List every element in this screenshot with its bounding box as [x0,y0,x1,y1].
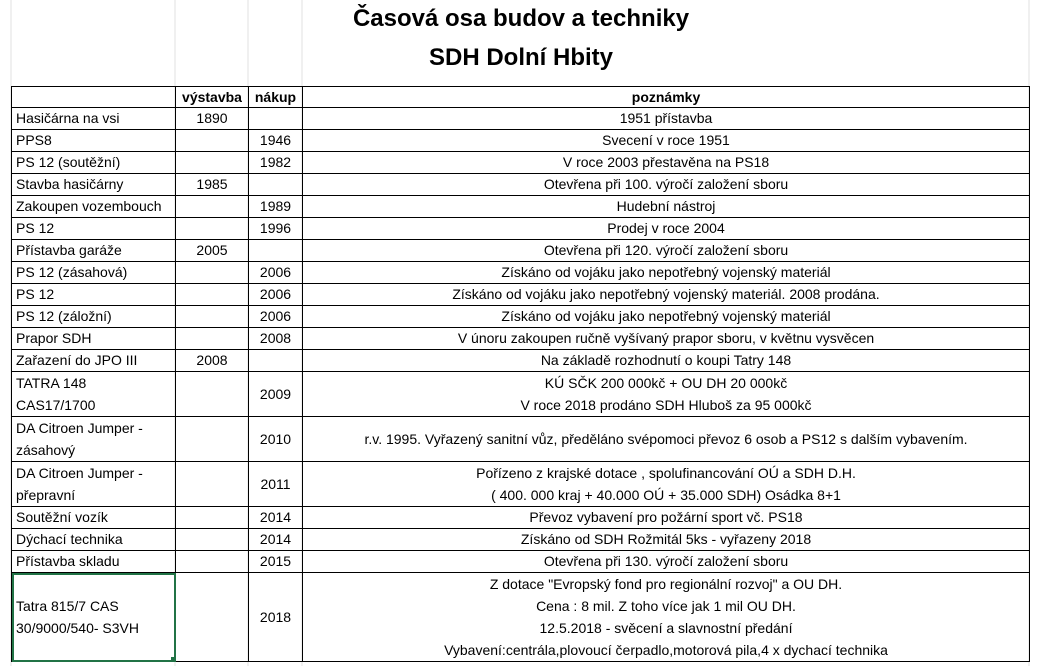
cell-notes[interactable] [303,417,1030,462]
cell-built[interactable] [176,417,249,462]
table-row [12,108,1030,130]
cell-built[interactable] [176,196,249,218]
cell-item-line: zásahový [16,442,76,458]
cell-notes-line: Získáno od vojáku jako nepotřebný vojenský materiál [501,264,831,280]
cell-item[interactable] [12,284,176,306]
cell-item-line: Dýchací technika [16,531,123,547]
table-row [12,573,1030,662]
cell-bought[interactable]: 2014 [249,529,303,551]
cell-bought[interactable]: 2006 [249,262,303,284]
cell-built[interactable]: 2008 [176,350,249,372]
cell-notes-line: Otevřena při 120. výročí založení sboru [543,242,789,258]
table-row [12,350,1030,372]
cell-built[interactable] [176,507,249,529]
cell-notes-line: KÚ SČK 200 000kč + OU DH 20 000kč [544,375,788,391]
cell-built[interactable] [176,328,249,350]
cell-bought[interactable]: 2015 [249,551,303,573]
cell-built[interactable] [176,573,249,662]
cell-notes-line: Získáno od vojáku jako nepotřebný vojenský materiál [501,308,831,324]
table-row [12,262,1030,284]
cell-bought[interactable]: 2008 [249,328,303,350]
cell-bought[interactable]: 1996 [249,218,303,240]
cell-notes-line: Cena : 8 mil. Z toho více jak 1 mil OU DH. [536,598,796,614]
cell-bought[interactable] [249,350,303,372]
cell-item[interactable] [12,240,176,262]
cell-bought[interactable]: 2014 [249,507,303,529]
cell-notes-line: Získáno od SDH Rožmitál 5ks - vyřazeny 2018 [520,531,812,547]
cell-item-line: Zařazení do JPO III [16,352,138,368]
cell-built[interactable] [176,130,249,152]
cell-item-line: PS 12 [16,286,55,302]
cell-notes-line: Pořízeno z krajské dotace , spolufinancování OÚ a SDH D.H. [476,465,856,481]
table-row [12,417,1030,462]
cell-notes[interactable] [303,551,1030,573]
cell-bought[interactable]: 2009 [249,372,303,417]
cell-item[interactable] [12,306,176,328]
cell-notes-line: ( 400. 000 kraj + 40.000 OÚ + 35.000 SDH) Osádka 8+1 [491,487,841,503]
cell-built[interactable] [176,262,249,284]
cell-item[interactable] [12,152,176,174]
cell-item[interactable] [12,372,176,417]
cell-item[interactable] [12,417,176,462]
cell-built[interactable] [176,462,249,507]
header-notes[interactable]: poznámky [303,87,1030,108]
cell-notes-line: Svecení v roce 1951 [602,132,730,148]
cell-item[interactable] [12,108,176,130]
cell-bought[interactable] [249,240,303,262]
cell-built[interactable] [176,152,249,174]
cell-notes-line: V roce 2003 přestavěna na PS18 [562,154,770,170]
cell-built[interactable] [176,284,249,306]
cell-notes[interactable] [303,350,1030,372]
cell-notes-line: V roce 2018 prodáno SDH Hluboš za 95 000kč [520,397,812,413]
fill-handle[interactable] [171,657,176,662]
timeline-table [11,86,1030,662]
table-row [12,306,1030,328]
cell-notes[interactable] [303,218,1030,240]
table-row [12,240,1030,262]
cell-notes[interactable] [303,196,1030,218]
cell-item[interactable] [12,262,176,284]
cell-bought[interactable]: 2011 [249,462,303,507]
cell-item-line: DA Citroen Jumper - [16,420,143,436]
cell-built[interactable] [176,218,249,240]
cell-bought[interactable]: 1989 [249,196,303,218]
table-row [12,218,1030,240]
cell-item-line: DA Citroen Jumper - [16,465,143,481]
cell-item[interactable] [12,130,176,152]
cell-bought[interactable]: 2018 [249,573,303,662]
cell-item-line: PS 12 (záložní) [16,308,112,324]
cell-item-line: PPS8 [16,132,52,148]
cell-notes[interactable] [303,262,1030,284]
cell-notes[interactable] [303,130,1030,152]
cell-item-line: PS 12 (soutěžní) [16,154,121,170]
table-row [12,174,1030,196]
table-row [12,462,1030,507]
cell-notes[interactable] [303,462,1030,507]
page-subtitle: SDH Dolní Hbity [429,44,613,71]
header-built[interactable]: výstavba [176,87,249,108]
cell-notes-line: r.v. 1995. Vyřazený sanitní vůz, předěláno svépomoci převoz 6 osob a PS12 s dalším vybavením. [364,430,968,447]
cell-item-line: PS 12 (zásahová) [16,264,128,280]
cell-item-line: Zakoupen vozembouch [16,198,162,214]
cell-built[interactable] [176,529,249,551]
cell-item-line: TATRA 148 [16,375,87,391]
cell-built[interactable] [176,372,249,417]
cell-bought[interactable] [249,108,303,130]
cell-notes-line: Otevřena při 130. výročí založení sboru [543,553,789,569]
cell-item-line: Stavba hasičárny [16,176,124,192]
cell-item-line: přepravní [16,487,76,503]
table-row [12,372,1030,417]
cell-notes[interactable] [303,108,1030,130]
table-row [12,130,1030,152]
cell-notes[interactable] [303,240,1030,262]
cell-bought[interactable]: 2006 [249,284,303,306]
cell-built[interactable] [176,551,249,573]
cell-item-line: Přístavba garáže [16,242,122,258]
cell-notes[interactable] [303,284,1030,306]
header-bought[interactable]: nákup [249,87,303,108]
table-row [12,152,1030,174]
cell-item-line: PS 12 [16,220,55,236]
cell-item[interactable] [12,328,176,350]
cell-built[interactable]: 1985 [176,174,249,196]
cell-notes[interactable] [303,573,1030,662]
cell-bought[interactable]: 1982 [249,152,303,174]
cell-bought[interactable] [249,174,303,196]
cell-item-line: Tatra 815/7 CAS [16,598,119,614]
cell-bought[interactable]: 1946 [249,130,303,152]
cell-notes-line: V únoru zakoupen ručně vyšívaný prapor sboru, v květnu vysvěcen [457,330,875,346]
cell-bought[interactable]: 2010 [249,417,303,462]
cell-item[interactable] [12,529,176,551]
cell-notes-line: Převoz vybavení pro požární sport vč. PS18 [529,509,803,525]
cell-notes-line: Na základě rozhodnutí o koupi Tatry 148 [540,352,792,368]
cell-notes[interactable] [303,372,1030,417]
cell-item-line: Prapor SDH [16,330,92,346]
table-body [12,108,1030,662]
cell-notes-line: Prodej v roce 2004 [607,220,725,236]
cell-notes[interactable] [303,328,1030,350]
cell-notes-line: Získáno od vojáku jako nepotřebný vojenský materiál. 2008 prodána. [452,286,880,302]
cell-item[interactable] [12,174,176,196]
cell-item[interactable] [12,218,176,240]
table-row [12,196,1030,218]
cell-notes-line: Otevřena při 100. výročí založení sboru [543,176,789,192]
cell-notes[interactable] [303,507,1030,529]
cell-item-line: Hasičárna na vsi [16,110,120,126]
cell-item-line: Soutěžní vozík [16,509,108,525]
cell-notes-line: 12.5.2018 - svěcení a slavnostní předání [539,620,793,636]
header-row [12,87,1030,108]
cell-item[interactable] [12,196,176,218]
table-row [12,284,1030,306]
cell-notes-line: 1951 přístavba [619,110,713,126]
cell-notes[interactable] [303,306,1030,328]
header-item[interactable] [12,87,176,108]
table-row [12,529,1030,551]
cell-notes-line: Z dotace "Evropský fond pro regionální rozvoj" a OU DH. [489,576,843,592]
cell-notes[interactable] [303,529,1030,551]
cell-built[interactable]: 2005 [176,240,249,262]
cell-built[interactable]: 1890 [176,108,249,130]
cell-item[interactable] [12,462,176,507]
cell-notes-line: Hudební nástroj [616,198,716,214]
cell-item[interactable] [12,350,176,372]
cell-notes-line: Vybavení:centrála,plovoucí čerpadlo,motorová pila,4 x dychací technika [444,642,888,658]
cell-item-line: Přístavba skladu [16,553,120,569]
cell-item[interactable] [12,573,176,662]
cell-notes[interactable] [303,152,1030,174]
page-title: Časová osa budov a techniky [352,5,690,32]
cell-notes[interactable] [303,174,1030,196]
cell-built[interactable] [176,306,249,328]
cell-item-line: 30/9000/540- S3VH [16,620,139,636]
cell-bought[interactable]: 2006 [249,306,303,328]
cell-item[interactable] [12,507,176,529]
cell-item[interactable] [12,551,176,573]
table-row [12,328,1030,350]
table-row [12,507,1030,529]
table-row [12,551,1030,573]
cell-item-line: CAS17/1700 [16,397,96,413]
